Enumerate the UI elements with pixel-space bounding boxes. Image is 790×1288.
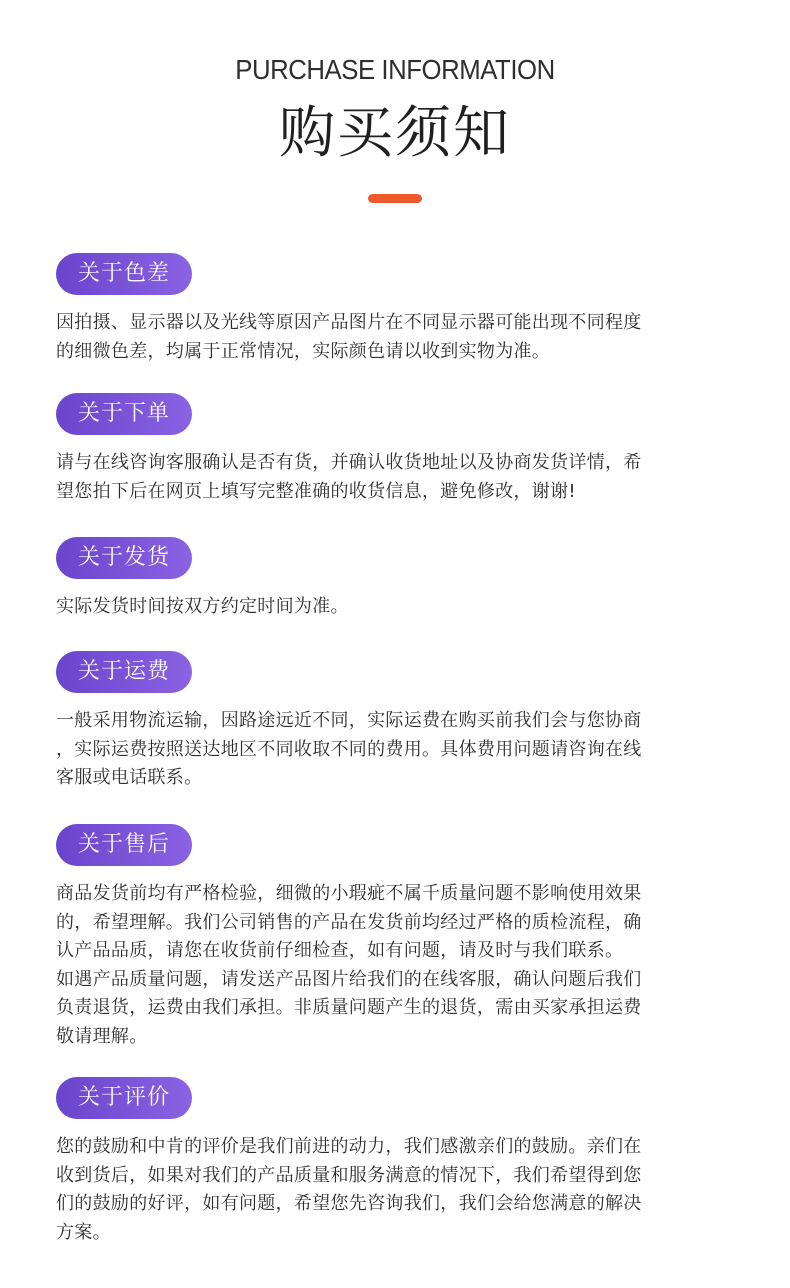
english-subtitle: PURCHASE INFORMATION bbox=[235, 54, 555, 85]
section-heading-pill: 关于运费 bbox=[56, 651, 192, 693]
section-heading-pill: 关于发货 bbox=[56, 537, 192, 579]
section-shipping bbox=[56, 537, 736, 622]
section-ordering bbox=[56, 393, 736, 506]
section-body-text: 一般采用物流运输，因路途远近不同，实际运费在购买前我们会与您协商 ，实际运费按照送达地区不同收取不同的费用。具体费用问题请咨询在线 客服或电话联系。 bbox=[56, 710, 642, 788]
title-accent-bar bbox=[368, 194, 422, 203]
section-body-text: 商品发货前均有严格检验，细微的小瑕疵不属千质量问题不影响使用效果 的，希望理解。我们公司销售的产品在发货前均经过严格的质检流程，确 认产品品质，请您在收货前仔细检查，如有问题，请及时与我们联系。 如遇产品质量问题，请发送产品图片给我们的在线客服，确认问题后我们 负责退货，运费由我们承担。非质量问题产生的退货，需由买家承担运费 敬请理解。 bbox=[56, 883, 642, 1047]
section-heading-pill: 关于色差 bbox=[56, 253, 192, 295]
page-title: 购买须知 bbox=[279, 101, 511, 166]
page-header bbox=[0, 50, 790, 166]
section-body-text: 您的鼓励和中肯的评价是我们前进的动力，我们感激亲们的鼓励。亲们在 收到货后，如果对我们的产品质量和服务满意的情况下，我们希望得到您 们的鼓励的好评，如有问题，希望您先咨询我们，我们会给您满意的解决 方案。 bbox=[56, 1136, 642, 1243]
section-body-text: 实际发货时间按双方约定时间为准。 bbox=[56, 596, 349, 617]
section-freight bbox=[56, 651, 736, 793]
section-heading-pill: 关于售后 bbox=[56, 824, 192, 866]
section-body-text: 请与在线咨询客服确认是否有货，并确认收货地址以及协商发货详情，希 望您拍下后在网页上填写完整准确的收货信息，避免修改，谢谢! bbox=[56, 452, 642, 502]
section-after-sales bbox=[56, 824, 736, 1051]
section-body-text: 因拍摄、显示器以及光线等原因产品图片在不同显示器可能出现不同程度 的细微色差，均属于正常情况，实际颜色请以收到实物为准。 bbox=[56, 312, 642, 362]
section-heading-pill: 关于评价 bbox=[56, 1077, 192, 1119]
section-reviews bbox=[56, 1077, 736, 1247]
section-color-difference bbox=[56, 253, 736, 366]
section-heading-pill: 关于下单 bbox=[56, 393, 192, 435]
